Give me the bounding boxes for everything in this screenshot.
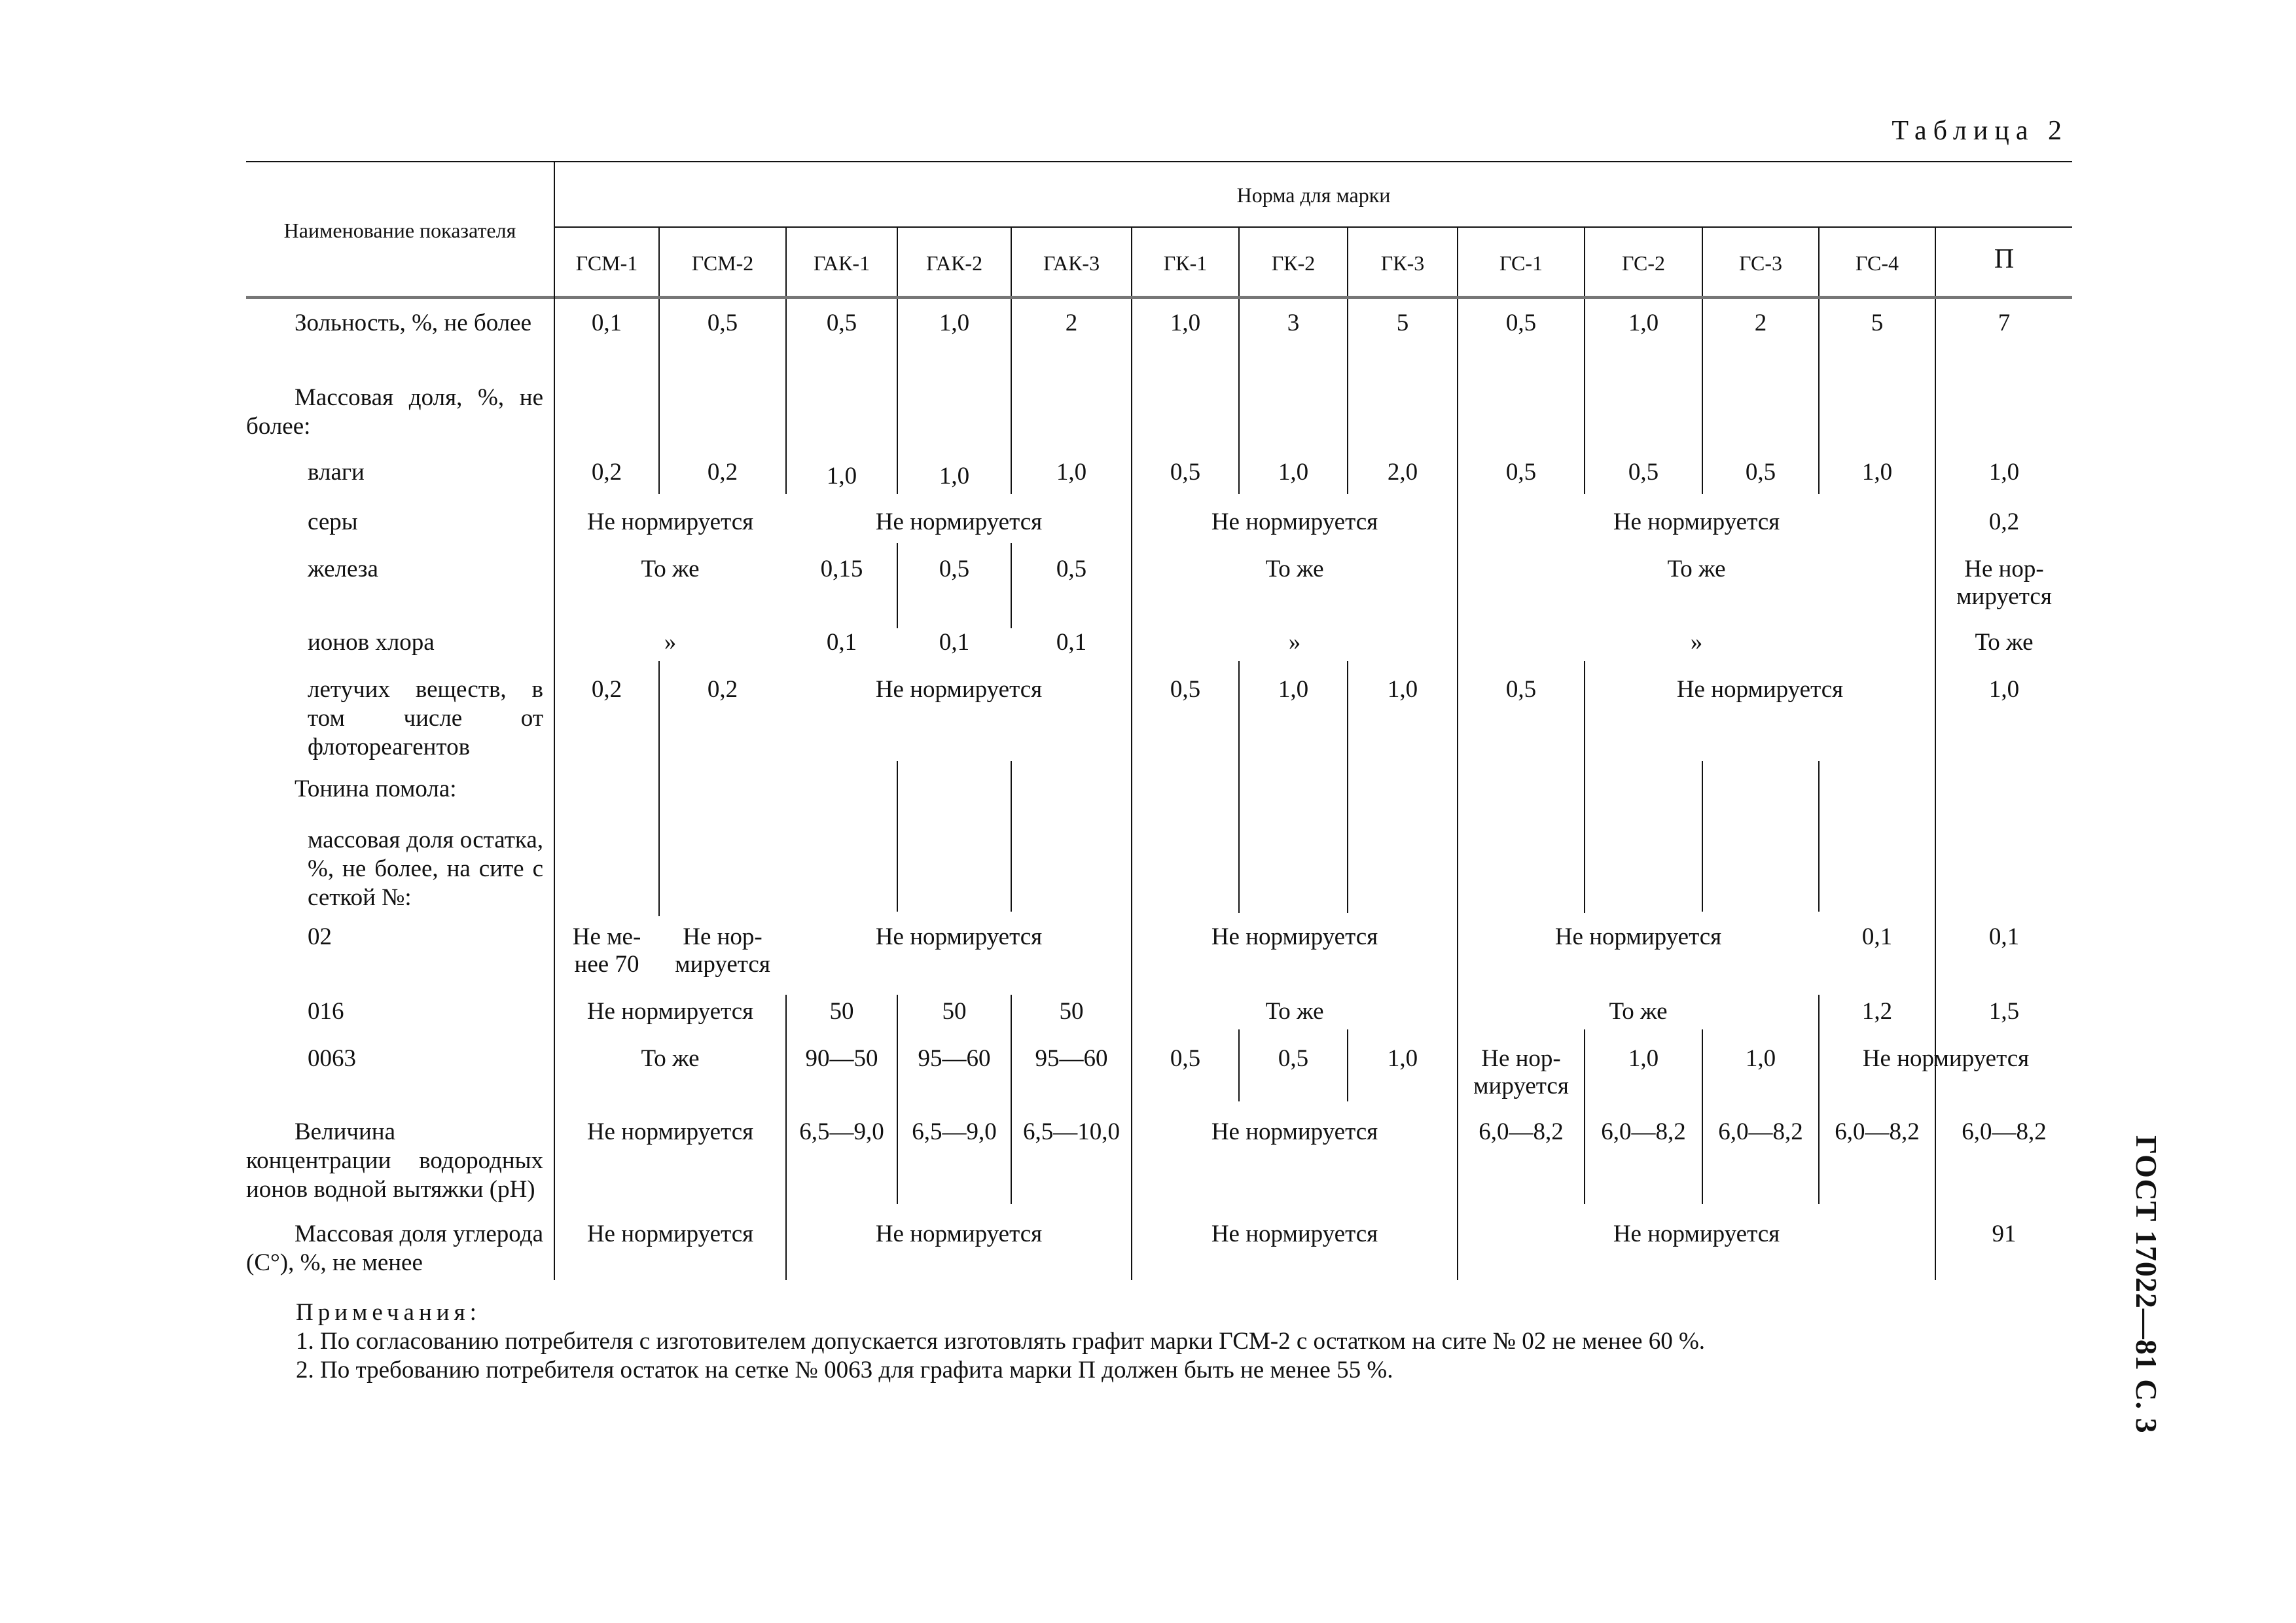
table-cell: Не нормируется [1676, 676, 1844, 703]
table-cell: 0,5 [1505, 676, 1537, 703]
header-grade: ГС-2 [1621, 251, 1666, 275]
table-cell: Не нормируется [586, 998, 754, 1025]
header-norm: Норма для марки [1236, 183, 1391, 207]
table-cell: 5 [1871, 310, 1884, 336]
table-cell: 0,2 [1988, 508, 2020, 535]
label-sieve-016: 016 [308, 998, 344, 1025]
table-cell: 1,0 [1628, 1045, 1659, 1072]
table-cell: 50 [829, 998, 854, 1025]
label-mass-fraction: Массовая доля, %, не более: [246, 384, 543, 440]
table-cell: Не нормируется [586, 508, 754, 535]
header-grade: ГК-1 [1163, 251, 1208, 275]
header-grade: ГС-1 [1499, 251, 1543, 275]
header-grade: ГСМ-2 [691, 251, 754, 275]
table-cell: 2,0 [1387, 459, 1418, 486]
table-cell: 0,5 [1505, 310, 1537, 336]
label-sieve-0063: 0063 [308, 1045, 356, 1072]
table-cell: 5 [1396, 310, 1409, 336]
body-col-line [1818, 761, 1820, 912]
table-cell: То же [1975, 629, 2034, 656]
label-iron: железа [308, 556, 378, 582]
header-grade: ГСМ-1 [575, 251, 638, 275]
body-col-line [1011, 995, 1012, 1204]
table-cell: 0,5 [1056, 556, 1087, 582]
table-cell: То же [641, 1045, 700, 1072]
standard-page-label-text: ГОСТ 17022—81 С. 3 [2130, 1135, 2163, 1434]
table-cell: 0,5 [1745, 459, 1776, 486]
table-cell: Не нормируется [1211, 1118, 1378, 1145]
label-moisture: влаги [308, 459, 365, 486]
table-cell: 0,5 [1170, 676, 1201, 703]
table-cell: 3 [1287, 310, 1300, 336]
table-cell: 1,0 [1387, 1045, 1418, 1072]
header-grade: ГС-4 [1855, 251, 1899, 275]
table-cell: 50 [942, 998, 967, 1025]
table-cell: 0,15 [820, 556, 863, 582]
table-cell: 1,0 [939, 463, 970, 490]
table-cell: Не нормируется [1862, 1045, 2030, 1072]
table-cell: 0,1 [1988, 923, 2020, 950]
table-cell: 50 [1059, 998, 1084, 1025]
table-cell: 1,0 [826, 463, 857, 490]
table-cell: 6,5—9,0 [799, 1118, 884, 1145]
label-fineness: Тонина помола: [295, 776, 457, 802]
table-cell: 0,5 [939, 556, 970, 582]
table-cell: Не нормируется [875, 676, 1043, 703]
label-sieve-02: 02 [308, 923, 332, 950]
table-cell: Не нормируется [586, 1221, 754, 1247]
table-cell: Не нормируется [1613, 508, 1780, 535]
table-cell: 95—60 [1035, 1045, 1108, 1072]
table-cell: Не нормируется [1554, 923, 1722, 950]
standard-page-label [2130, 1135, 2163, 1450]
table-cell: 0,1 [591, 310, 622, 336]
table-cell: » [1288, 629, 1301, 656]
header-grade: П [1994, 244, 2015, 274]
note-item: 1. По согласованию потребителя с изготовителем допускается изготовлять графит марки ГСМ-2 с остатком на сите № 02 не менее 60 %. [296, 1328, 1706, 1355]
label-sulfur: серы [308, 508, 358, 535]
table-cell: 0,1 [1861, 923, 1893, 950]
table-cell: Не нормируется [875, 1221, 1043, 1247]
table-cell: То же [1265, 998, 1324, 1025]
table-cell: 2 [1065, 310, 1078, 336]
table-cell: То же [1667, 556, 1726, 582]
table-cell: 1,0 [1278, 459, 1309, 486]
table-cell: Не нормируется [1211, 923, 1378, 950]
table-cell: 6,5—10,0 [1023, 1118, 1120, 1145]
note-item: 2. По требованию потребителя остаток на сетке № 0063 для графита марки П должен быть не менее 55 %. [296, 1357, 1393, 1383]
table-cell: Не нормируется [875, 508, 1043, 535]
table-cell: 0,2 [707, 676, 738, 703]
table-cell: Не ме- [572, 923, 641, 950]
table-cell: 0,1 [939, 629, 970, 656]
table-cell: 1,5 [1988, 998, 2020, 1025]
table-cell: Не нормируется [1211, 508, 1378, 535]
table-cell: 0,2 [591, 459, 622, 486]
label-volatile: летучих веществ, в том числе от флотореагентов [308, 676, 543, 760]
table-cell: 0,5 [1170, 1045, 1201, 1072]
body-col-line [897, 995, 898, 1204]
table-cell: 0,2 [591, 676, 622, 703]
table-cell: 7 [1998, 310, 2011, 336]
table-cell: Не нормируется [586, 1118, 754, 1145]
table-cell: 6,0—8,2 [1962, 1118, 2047, 1145]
table-cell: нее 70 [574, 951, 639, 978]
label-ph: Величина концентрации водородных ионов водной вытяжки (pH) [246, 1118, 543, 1203]
table-cell: 95—60 [918, 1045, 991, 1072]
table-cell: 6,0—8,2 [1718, 1118, 1803, 1145]
table-cell: 1,2 [1861, 998, 1893, 1025]
table-cell: 1,0 [1278, 676, 1309, 703]
table-cell: То же [1265, 556, 1324, 582]
table-cell: 1,0 [1745, 1045, 1776, 1072]
header-bottom-rule [246, 296, 2072, 299]
table-cell: Не нор- [1481, 1045, 1561, 1072]
label-ash: Зольность, %, не более [295, 310, 532, 336]
table-cell: То же [641, 556, 700, 582]
body-col-line [1702, 761, 1703, 912]
header-grade: ГС-3 [1738, 251, 1783, 275]
table-cell: » [1690, 629, 1703, 656]
body-col-line [897, 761, 898, 912]
table-cell: 1,0 [1170, 310, 1201, 336]
table-cell: Не нормируется [1211, 1221, 1378, 1247]
table-cell: 0,5 [1278, 1045, 1309, 1072]
table-cell: То же [1609, 998, 1668, 1025]
table-top-rule [246, 161, 2072, 162]
table-cell: Не нор- [1964, 556, 2044, 582]
table-cell: 0,5 [1505, 459, 1537, 486]
header-grade: ГАК-2 [925, 251, 983, 275]
table-cell: 0,1 [826, 629, 857, 656]
table-cell: Не нормируется [875, 923, 1043, 950]
label-chlorine: ионов хлора [308, 629, 435, 656]
body-col-line [1011, 761, 1012, 912]
table-cell: 1,0 [1628, 310, 1659, 336]
header-grade: ГК-2 [1271, 251, 1316, 275]
table-cell: 90—50 [805, 1045, 878, 1072]
table-cell: Не нормируется [1613, 1221, 1780, 1247]
table-cell: 0,1 [1056, 629, 1087, 656]
notes-title: Примечания: [296, 1299, 481, 1326]
body-col-line [1818, 995, 1820, 1204]
table-cell: 0,2 [707, 459, 738, 486]
table-cell: Не нор- [683, 923, 762, 950]
table-cell: 6,0—8,2 [1835, 1118, 1920, 1145]
header-grade: ГАК-3 [1043, 251, 1100, 275]
header-name-column: Наименование показателя [283, 219, 516, 242]
table-caption: Таблица 2 [1892, 116, 2068, 146]
header-grade: ГК-3 [1380, 251, 1425, 275]
label-carbon: Массовая доля углерода (С°), %, не менее [246, 1221, 543, 1276]
header-sub-rule [555, 226, 2072, 228]
table-cell: 6,5—9,0 [912, 1118, 997, 1145]
table-cell: 0,5 [826, 310, 857, 336]
table-cell: » [664, 629, 677, 656]
table-cell: мируется [1473, 1073, 1569, 1099]
table-cell: 1,0 [1056, 459, 1087, 486]
table-cell: 91 [1992, 1221, 2017, 1247]
label-residue: массовая доля остатка, %, не более, на сите с сеткой №: [308, 827, 543, 911]
table-cell: 1,0 [1861, 459, 1893, 486]
table-cell: 0,5 [707, 310, 738, 336]
table-cell: 0,5 [1170, 459, 1201, 486]
table-cell: 0,5 [1628, 459, 1659, 486]
table-cell: 1,0 [1988, 676, 2020, 703]
table-cell: 6,0—8,2 [1479, 1118, 1564, 1145]
table-cell: мируется [675, 951, 770, 978]
table-cell: 1,0 [1988, 459, 2020, 486]
table-cell: 6,0—8,2 [1601, 1118, 1686, 1145]
table-cell: 2 [1754, 310, 1767, 336]
table-cell: 1,0 [1387, 676, 1418, 703]
table-cell: мируется [1956, 583, 2052, 610]
header-grade: ГАК-1 [813, 251, 870, 275]
table-cell: 1,0 [939, 310, 970, 336]
